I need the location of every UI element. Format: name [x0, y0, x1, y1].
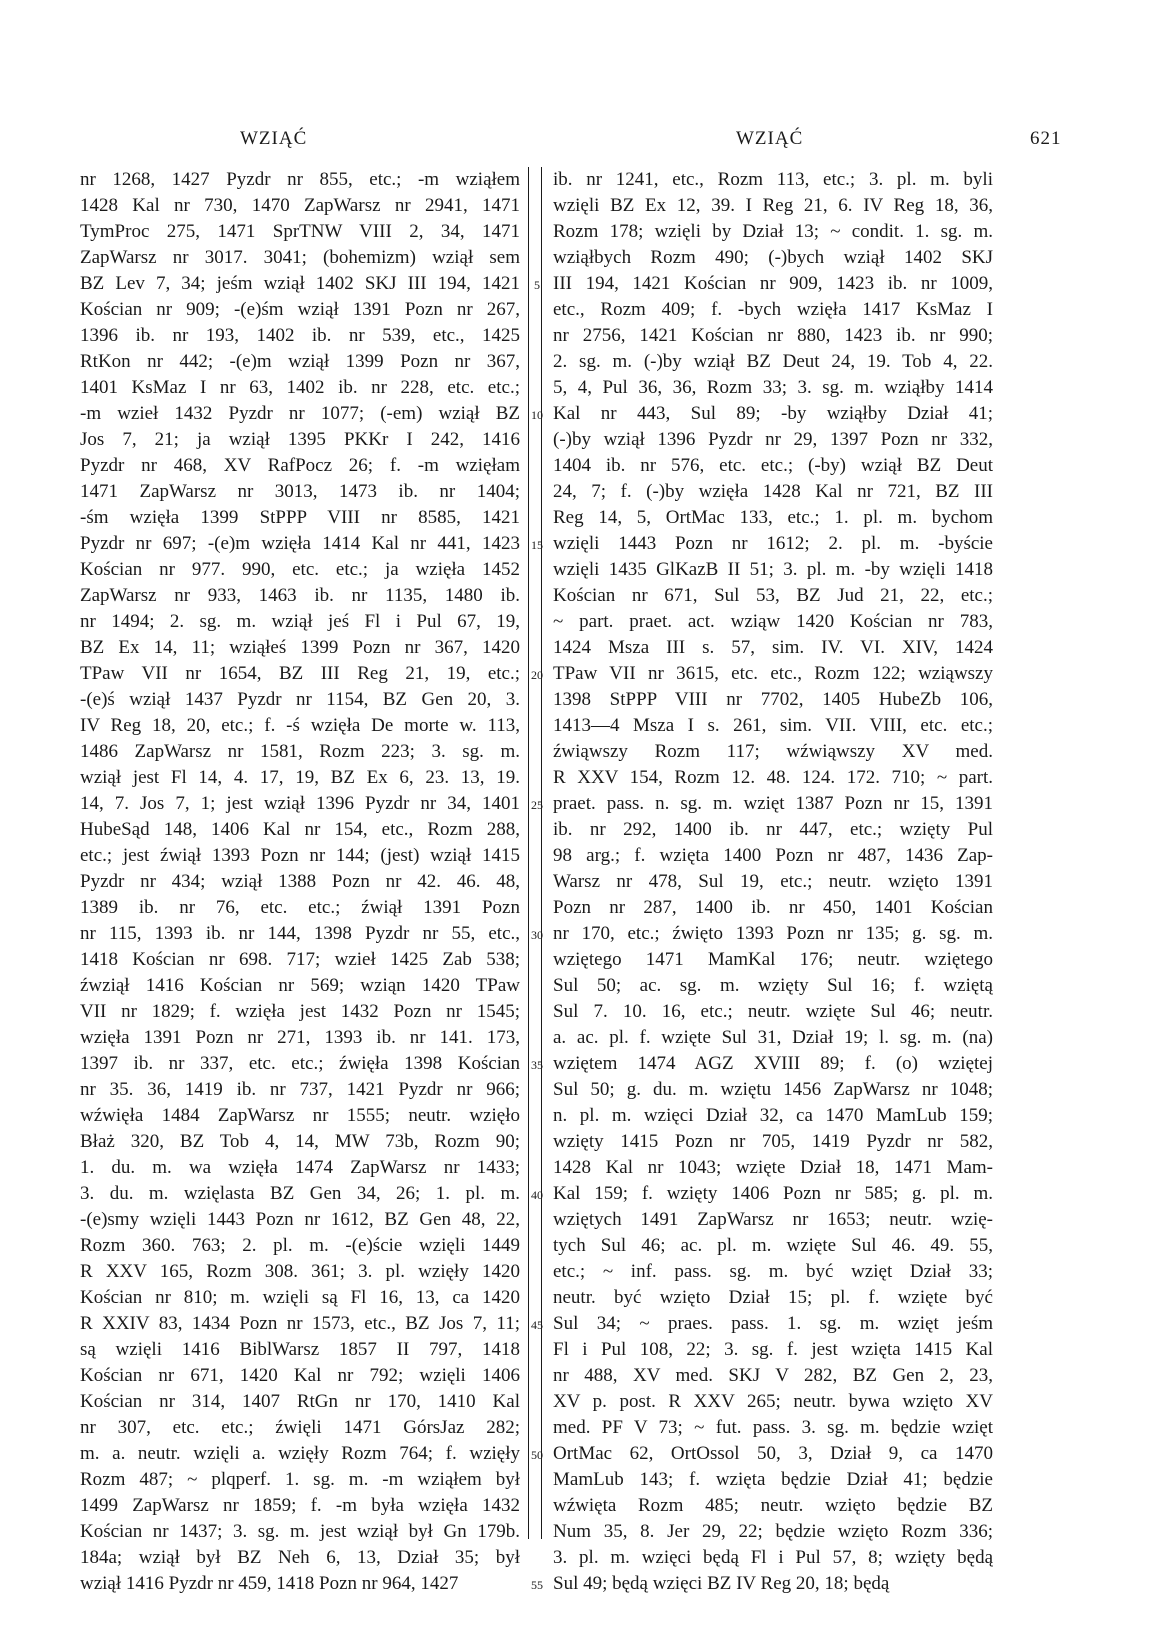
right-column — [553, 167, 993, 1597]
entry-line: 3. du. m. wzięlasta BZ Gen 34, 26; 1. pl. m. — [80, 1183, 520, 1204]
line-number: 10 — [531, 408, 543, 422]
entry-line: wziętego 1471 MamKal 176; neutr. wziętego — [553, 949, 993, 970]
entry-line: wzięła 1391 Pozn nr 271, 1393 ib. nr 141. 173, — [80, 1027, 520, 1048]
entry-line: wzięli 1443 Pozn nr 1612; 2. pl. m. -byście — [553, 533, 993, 554]
entry-line: 1486 ZapWarsz nr 1581, Rozm 223; 3. sg. m. — [80, 741, 520, 762]
entry-line: źwziął 1416 Kościan nr 569; wziąn 1420 TPaw — [80, 975, 520, 996]
entry-line: nr 2756, 1421 Kościan nr 880, 1423 ib. nr 990; — [553, 325, 993, 346]
entry-line: Kościan nr 1437; 3. sg. m. jest wziął był Gn 179b. — [80, 1521, 520, 1542]
column-rule-right — [541, 167, 542, 1539]
entry-line: wziąłbych Rozm 490; (-)bych wziął 1402 SKJ — [553, 247, 993, 268]
entry-line: MamLub 143; f. wzięta będzie Dział 41; będzie — [553, 1469, 993, 1490]
entry-line: 1413—4 Msza I s. 261, sim. VII. VIII, etc. etc.; — [553, 715, 993, 736]
entry-line: 2. sg. m. (-)by wziął BZ Deut 24, 19. Tob 4, 22. — [553, 351, 993, 372]
entry-line: nr 488, XV med. SKJ V 282, BZ Gen 2, 23, — [553, 1365, 993, 1386]
entry-line: neutr. być wzięto Dział 15; pl. f. wzięte być — [553, 1287, 993, 1308]
entry-line: TymProc 275, 1471 SprTNW VIII 2, 34, 1471 — [80, 221, 520, 242]
entry-line: Kościan nr 810; m. wzięli są Fl 16, 13, ca 1420 — [80, 1287, 520, 1308]
entry-line: są wzięli 1416 BiblWarsz 1857 II 797, 1418 — [80, 1339, 520, 1360]
running-head-left: WZIĄĆ — [240, 128, 308, 149]
entry-line: Sul 7. 10. 16, etc.; neutr. wzięte Sul 46; neutr. — [553, 1001, 993, 1022]
entry-line: TPaw VII nr 3615, etc. etc., Rozm 122; wziąwszy — [553, 663, 993, 684]
page-number: 621 — [1030, 128, 1062, 149]
entry-line: nr 115, 1393 ib. nr 144, 1398 Pyzdr nr 55, etc., — [80, 923, 520, 944]
entry-line: 1397 ib. nr 337, etc. etc.; źwięła 1398 Kościan — [80, 1053, 520, 1074]
line-number: 45 — [531, 1318, 543, 1332]
left-column — [80, 167, 520, 1597]
entry-line: Rozm 178; wzięli by Dział 13; ~ condit. 1. sg. m. — [553, 221, 993, 242]
entry-line: nr 35. 36, 1419 ib. nr 737, 1421 Pyzdr nr 966; — [80, 1079, 520, 1100]
entry-line: Kościan nr 314, 1407 RtGn nr 170, 1410 Kal — [80, 1391, 520, 1412]
entry-line: Pyzdr nr 468, XV RafPocz 26; f. -m wzięłam — [80, 455, 520, 476]
entry-line: R XXV 154, Rozm 12. 48. 124. 172. 710; ~ part. — [553, 767, 993, 788]
running-head-right: WZIĄĆ — [736, 128, 804, 149]
entry-line: Pyzdr nr 434; wziął 1388 Pozn nr 42. 46. 48, — [80, 871, 520, 892]
entry-line: IV Reg 18, 20, etc.; f. -ś wzięła De morte w. 113, — [80, 715, 520, 736]
entry-line: Fl i Pul 108, 22; 3. sg. f. jest wzięta 1415 Kal — [553, 1339, 993, 1360]
entry-line: Rozm 487; ~ plqperf. 1. sg. m. -m wziąłem był — [80, 1469, 520, 1490]
entry-line: Kościan nr 909; -(e)śm wziął 1391 Pozn nr 267, — [80, 299, 520, 320]
line-number: 15 — [531, 538, 543, 552]
entry-line: nr 1494; 2. sg. m. wziął jeś Fl i Pul 67, 19, — [80, 611, 520, 632]
entry-line: -(e)smy wzięli 1443 Pozn nr 1612, BZ Gen 48, 22, — [80, 1209, 520, 1230]
entry-line: ib. nr 1241, etc., Rozm 113, etc.; 3. pl. m. byli — [553, 169, 993, 190]
entry-line: TPaw VII nr 1654, BZ III Reg 21, 19, etc.; — [80, 663, 520, 684]
entry-line: Jos 7, 21; ja wziął 1395 PKKr I 242, 1416 — [80, 429, 520, 450]
entry-line: Sul 50; g. du. m. wziętu 1456 ZapWarsz nr 1048; — [553, 1079, 993, 1100]
entry-line: wźwięła 1484 ZapWarsz nr 1555; neutr. wzięło — [80, 1105, 520, 1126]
entry-line: Reg 14, 5, OrtMac 133, etc.; 1. pl. m. bychom — [553, 507, 993, 528]
line-number: 20 — [531, 668, 543, 682]
entry-line: HubeSąd 148, 1406 Kal nr 154, etc., Rozm 288, — [80, 819, 520, 840]
entry-line: 1499 ZapWarsz nr 1859; f. -m była wzięła 1432 — [80, 1495, 520, 1516]
entry-line: XV p. post. R XXV 265; neutr. bywa wzięto XV — [553, 1391, 993, 1412]
entry-line: R XXIV 83, 1434 Pozn nr 1573, etc., BZ Jos 7, 11; — [80, 1313, 520, 1334]
entry-line: ZapWarsz nr 3017. 3041; (bohemizm) wziął sem — [80, 247, 520, 268]
line-number: 30 — [531, 928, 543, 942]
entry-line: ZapWarsz nr 933, 1463 ib. nr 1135, 1480 ib. — [80, 585, 520, 606]
entry-line: 1. du. m. wa wzięła 1474 ZapWarsz nr 1433; — [80, 1157, 520, 1178]
entry-line: Sul 50; ac. sg. m. wzięty Sul 16; f. wziętą — [553, 975, 993, 996]
entry-line: 14, 7. Jos 7, 1; jest wziął 1396 Pyzdr nr 34, 1401 — [80, 793, 520, 814]
entry-line: 24, 7; f. (-)by wzięła 1428 Kal nr 721, BZ III — [553, 481, 993, 502]
entry-line: med. PF V 73; ~ fut. pass. 3. sg. m. będzie wzięt — [553, 1417, 993, 1438]
entry-line: 1471 ZapWarsz nr 3013, 1473 ib. nr 1404; — [80, 481, 520, 502]
entry-line: Błaż 320, BZ Tob 4, 14, MW 73b, Rozm 90; — [80, 1131, 520, 1152]
entry-line: 3. pl. m. wzięci będą Fl i Pul 57, 8; wzięty będą — [553, 1547, 993, 1568]
entry-line: 1428 Kal nr 730, 1470 ZapWarsz nr 2941, 1471 — [80, 195, 520, 216]
entry-line: wźwięta Rozm 485; neutr. wzięto będzie BZ — [553, 1495, 993, 1516]
entry-line: BZ Lev 7, 34; jeśm wziął 1402 SKJ III 194, 1421 — [80, 273, 520, 294]
entry-line: a. ac. pl. f. wzięte Sul 31, Dział 19; l. sg. m. (na) — [553, 1027, 993, 1048]
entry-line: Sul 34; ~ praes. pass. 1. sg. m. wzięt jeśm — [553, 1313, 993, 1334]
entry-line: etc., Rozm 409; f. -bych wzięła 1417 KsMaz I — [553, 299, 993, 320]
entry-line: Kal 159; f. wzięty 1406 Pozn nr 585; g. pl. m. — [553, 1183, 993, 1204]
entry-line: wzięty 1415 Pozn nr 705, 1419 Pyzdr nr 582, — [553, 1131, 993, 1152]
entry-line: (-)by wziął 1396 Pyzdr nr 29, 1397 Pozn nr 332, — [553, 429, 993, 450]
entry-line: wziął jest Fl 14, 4. 17, 19, BZ Ex 6, 23. 13, 19. — [80, 767, 520, 788]
entry-line: m. a. neutr. wzięli a. wzięły Rozm 764; f. wzięły — [80, 1443, 520, 1464]
entry-line: VII nr 1829; f. wzięła jest 1432 Pozn nr 1545; — [80, 1001, 520, 1022]
entry-line: 184a; wziął był BZ Neh 6, 13, Dział 35; był — [80, 1547, 520, 1568]
line-number: 55 — [531, 1578, 543, 1592]
entry-line: 1418 Kościan nr 698. 717; wzieł 1425 Zab 538; — [80, 949, 520, 970]
entry-line: n. pl. m. wzięci Dział 32, ca 1470 MamLub 159; — [553, 1105, 993, 1126]
entry-line: Num 35, 8. Jer 29, 22; będzie wzięto Rozm 336; — [553, 1521, 993, 1542]
entry-line: ~ part. praet. act. wziąw 1420 Kościan nr 783, — [553, 611, 993, 632]
entry-line: III 194, 1421 Kościan nr 909, 1423 ib. nr 1009, — [553, 273, 993, 294]
entry-line: 5, 4, Pul 36, 36, Rozm 33; 3. sg. m. wziąłby 1414 — [553, 377, 993, 398]
column-rule-left — [528, 167, 529, 1539]
line-number: 35 — [531, 1058, 543, 1072]
entry-line: -śm wzięła 1399 StPPP VIII nr 8585, 1421 — [80, 507, 520, 528]
entry-line: -(e)ś wziął 1437 Pyzdr nr 1154, BZ Gen 20, 3. — [80, 689, 520, 710]
entry-line: wzięli BZ Ex 12, 39. I Reg 21, 6. IV Reg 18, 36, — [553, 195, 993, 216]
entry-line: 1389 ib. nr 76, etc. etc.; źwiął 1391 Pozn — [80, 897, 520, 918]
entry-line: Rozm 360. 763; 2. pl. m. -(e)ście wzięli 1449 — [80, 1235, 520, 1256]
entry-line: praet. pass. n. sg. m. wzięt 1387 Pozn nr 15, 1391 — [553, 793, 993, 814]
entry-line: 1424 Msza III s. 57, sim. IV. VI. XIV, 1424 — [553, 637, 993, 658]
line-number: 50 — [531, 1448, 543, 1462]
entry-line: wziął 1416 Pyzdr nr 459, 1418 Pozn nr 964, 1427 — [80, 1573, 459, 1594]
entry-line: BZ Ex 14, 11; wziąłeś 1399 Pozn nr 367, 1420 — [80, 637, 520, 658]
entry-line: nr 307, etc. etc.; źwięli 1471 GórsJaz 282; — [80, 1417, 520, 1438]
entry-line: Kościan nr 977. 990, etc. etc.; ja wzięła 1452 — [80, 559, 520, 580]
entry-line: ib. nr 292, 1400 ib. nr 447, etc.; wzięty Pul — [553, 819, 993, 840]
entry-line: tych Sul 46; ac. pl. m. wzięte Sul 46. 49. 55, — [553, 1235, 993, 1256]
line-number: 40 — [531, 1188, 543, 1202]
entry-line: Sul 49; będą wzięci BZ IV Reg 20, 18; będą — [553, 1573, 890, 1594]
entry-line: -m wzieł 1432 Pyzdr nr 1077; (-em) wziął BZ — [80, 403, 520, 424]
entry-line: Warsz nr 478, Sul 19, etc.; neutr. wzięto 1391 — [553, 871, 993, 892]
entry-line: źwiąwszy Rozm 117; wźwiąwszy XV med. — [553, 741, 993, 762]
entry-line: OrtMac 62, OrtOssol 50, 3, Dział 9, ca 1470 — [553, 1443, 993, 1464]
entry-line: Pozn nr 287, 1400 ib. nr 450, 1401 Kościan — [553, 897, 993, 918]
entry-line: R XXV 165, Rozm 308. 361; 3. pl. wzięły 1420 — [80, 1261, 520, 1282]
entry-line: Kościan nr 671, Sul 53, BZ Jud 21, 22, etc.; — [553, 585, 993, 606]
entry-line: 1396 ib. nr 193, 1402 ib. nr 539, etc., 1425 — [80, 325, 520, 346]
entry-line: RtKon nr 442; -(e)m wziął 1399 Pozn nr 367, — [80, 351, 520, 372]
entry-line: etc.; ~ inf. pass. sg. m. być wzięt Dział 33; — [553, 1261, 993, 1282]
entry-line: 1398 StPPP VIII nr 7702, 1405 HubeZb 106, — [553, 689, 993, 710]
entry-line: 1404 ib. nr 576, etc. etc.; (-by) wziął BZ Deut — [553, 455, 993, 476]
entry-line: 1428 Kal nr 1043; wzięte Dział 18, 1471 Mam- — [553, 1157, 993, 1178]
entry-line: 98 arg.; f. wzięta 1400 Pozn nr 487, 1436 Zap- — [553, 845, 993, 866]
entry-line: wziętem 1474 AGZ XVIII 89; f. (o) wziętej — [553, 1053, 993, 1074]
entry-line: Kościan nr 671, 1420 Kal nr 792; wzięli 1406 — [80, 1365, 520, 1386]
line-number: 25 — [531, 798, 543, 812]
entry-line: Pyzdr nr 697; -(e)m wzięła 1414 Kal nr 441, 1423 — [80, 533, 520, 554]
line-number: 5 — [534, 278, 540, 292]
entry-line: Kal nr 443, Sul 89; -by wziąłby Dział 41; — [553, 403, 993, 424]
entry-line: wziętych 1491 ZapWarsz nr 1653; neutr. wzię- — [553, 1209, 993, 1230]
entry-line: nr 1268, 1427 Pyzdr nr 855, etc.; -m wziąłem — [80, 169, 520, 190]
entry-line: wzięli 1435 GlKazB II 51; 3. pl. m. -by wzięli 1418 — [553, 559, 993, 580]
entry-line: etc.; jest źwiął 1393 Pozn nr 144; (jest) wziął 1415 — [80, 845, 520, 866]
entry-line: 1401 KsMaz I nr 63, 1402 ib. nr 228, etc. etc.; — [80, 377, 520, 398]
entry-line: nr 170, etc.; źwięto 1393 Pozn nr 135; g. sg. m. — [553, 923, 993, 944]
